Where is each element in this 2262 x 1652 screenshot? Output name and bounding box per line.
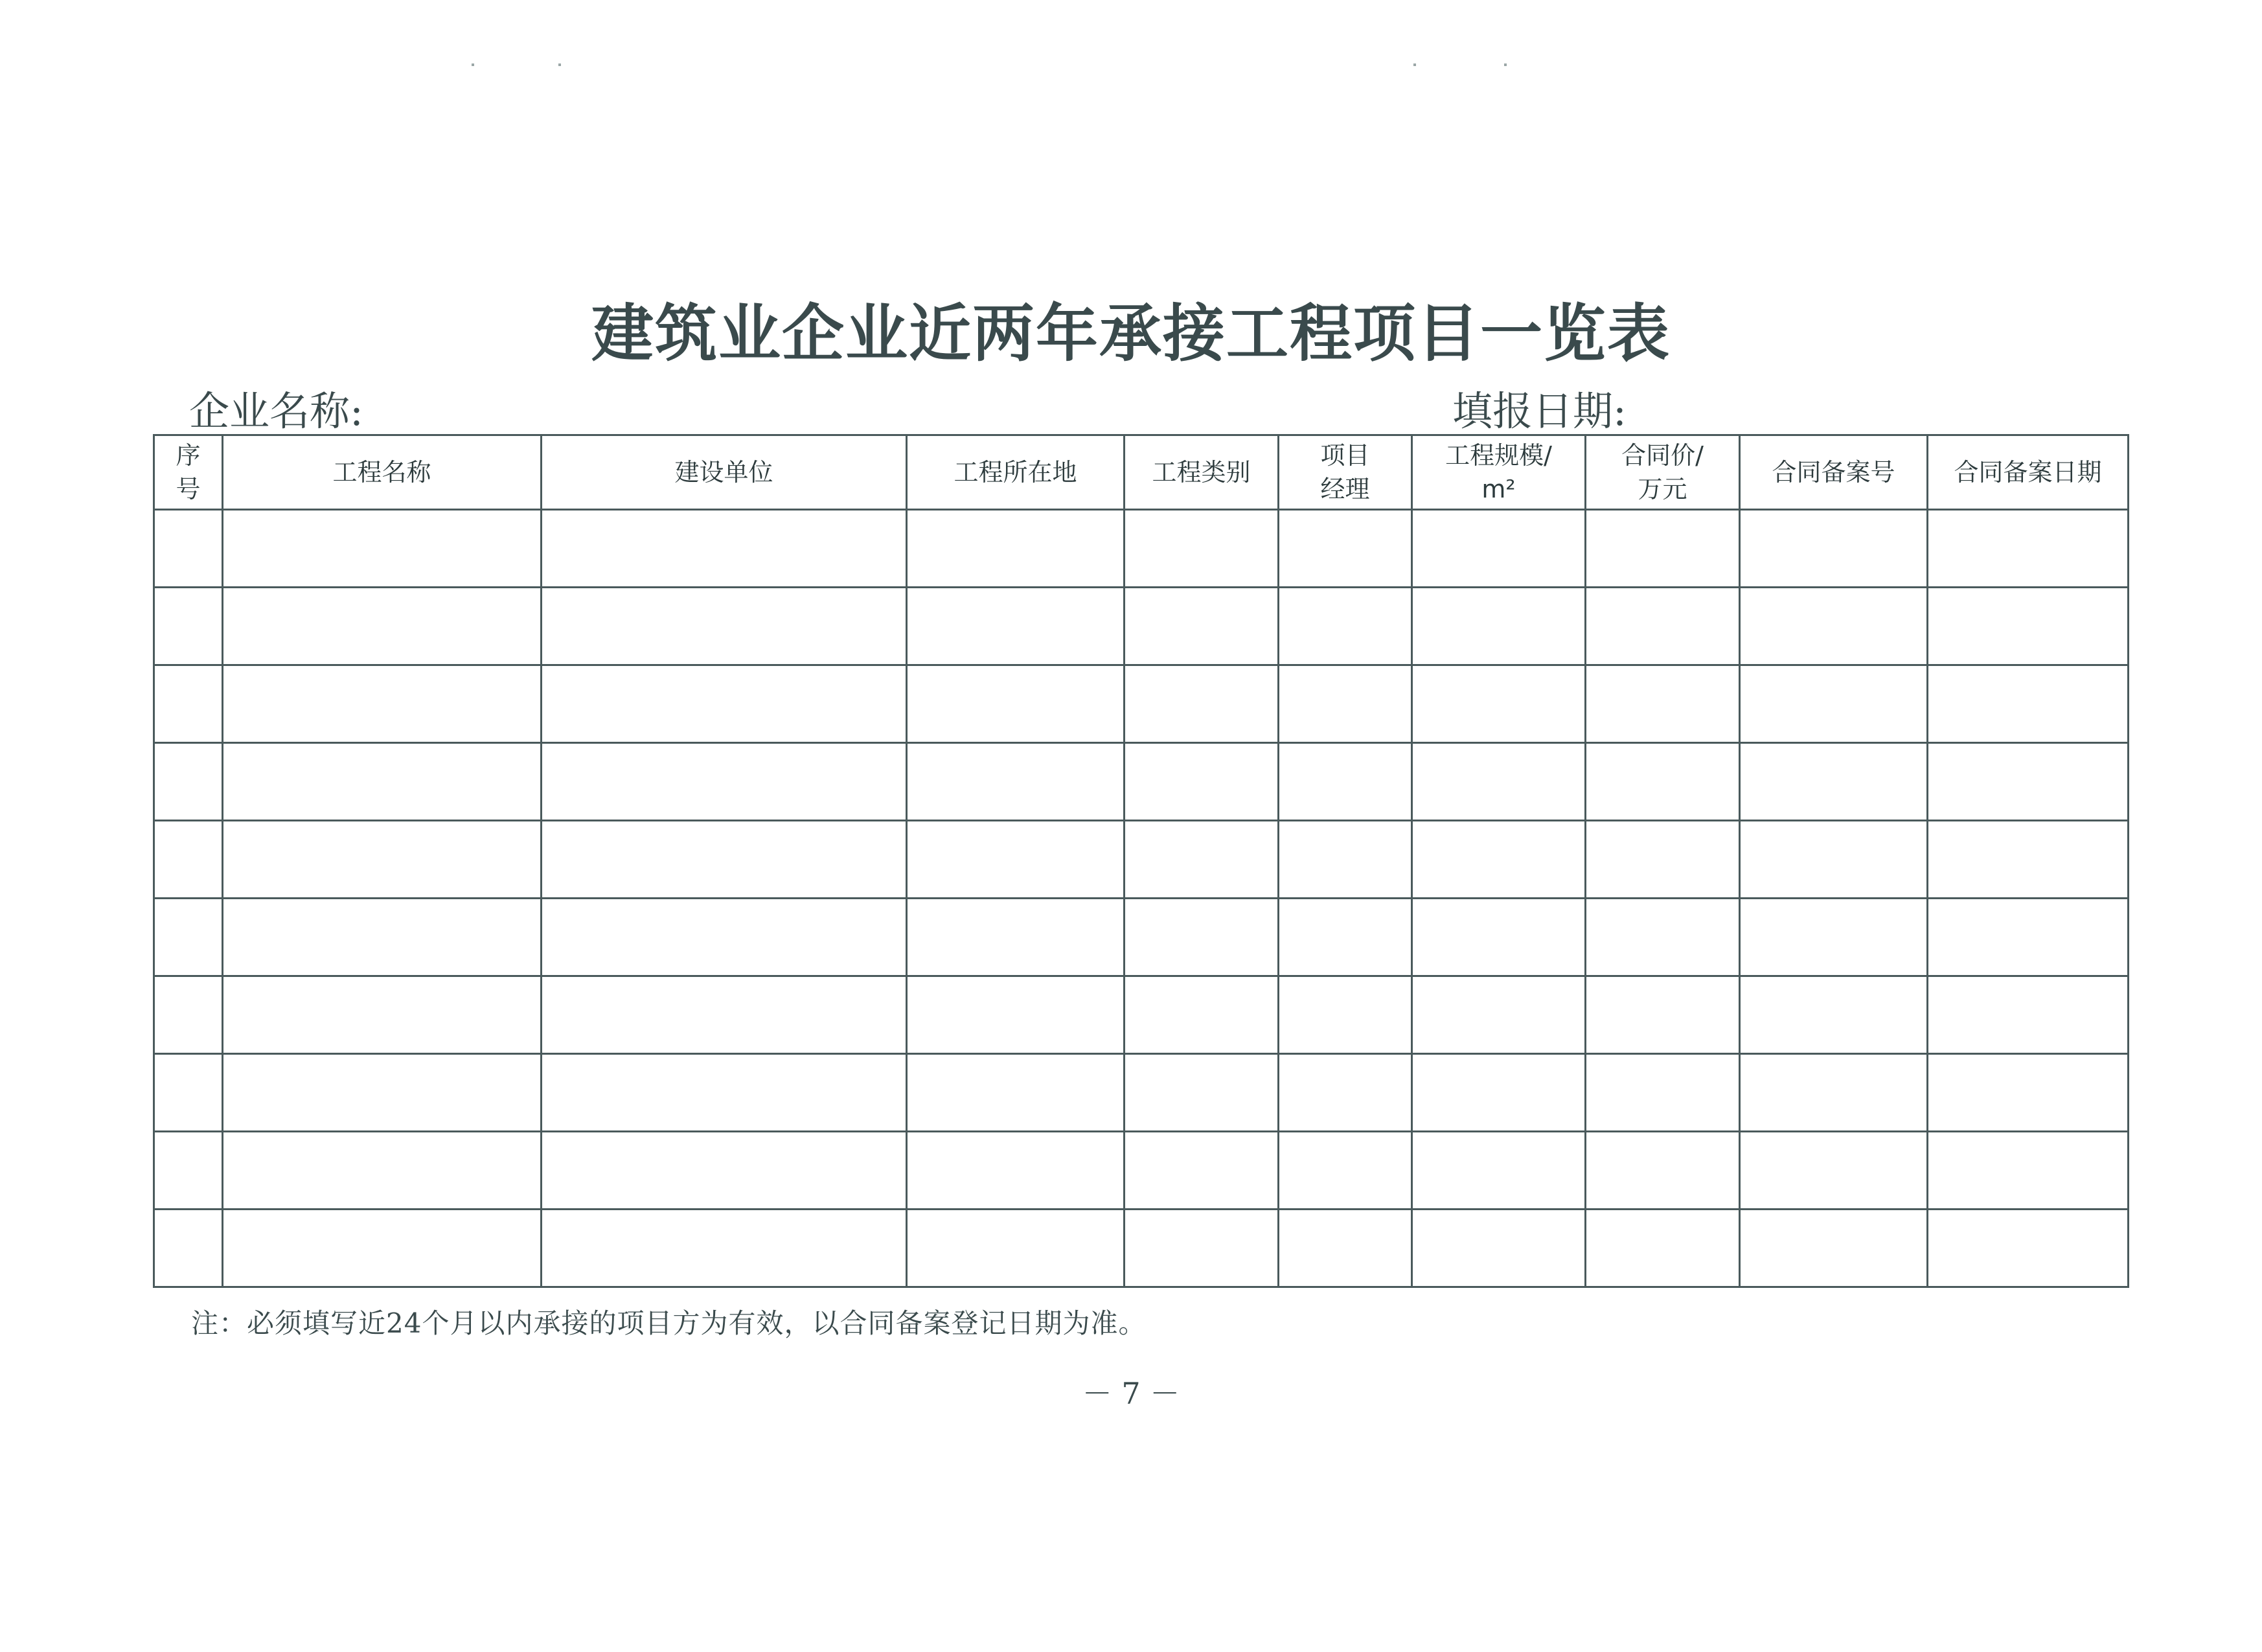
table-cell <box>223 1210 542 1287</box>
table-cell <box>154 1054 223 1132</box>
table-cell <box>907 899 1125 976</box>
scan-speck <box>1413 63 1416 66</box>
table-cell <box>1586 1054 1740 1132</box>
table-cell <box>1125 665 1279 743</box>
table-cell <box>223 588 542 665</box>
table-cell <box>1125 821 1279 899</box>
table-cell <box>1279 1054 1412 1132</box>
table-cell <box>154 1210 223 1287</box>
table-cell <box>154 665 223 743</box>
table-cell <box>1586 665 1740 743</box>
table-row <box>154 588 2129 665</box>
table-cell <box>154 899 223 976</box>
table-cell <box>1279 821 1412 899</box>
table-cell <box>542 821 907 899</box>
table-cell <box>542 510 907 588</box>
table-cell <box>154 510 223 588</box>
scan-speck <box>558 63 561 66</box>
table-row <box>154 1054 2129 1132</box>
table-cell <box>154 976 223 1054</box>
table-cell <box>1740 665 1928 743</box>
table-cell <box>1928 510 2129 588</box>
table-cell <box>907 665 1125 743</box>
table-cell <box>1279 1210 1412 1287</box>
table-cell <box>1279 588 1412 665</box>
table-cell <box>1586 821 1740 899</box>
table-cell <box>907 510 1125 588</box>
table-cell <box>1740 510 1928 588</box>
scan-speck <box>472 63 474 66</box>
table-cell <box>1928 1054 2129 1132</box>
table-cell <box>1740 976 1928 1054</box>
table-cell <box>154 821 223 899</box>
table-cell <box>907 588 1125 665</box>
table-row <box>154 1210 2129 1287</box>
table-cell <box>1928 665 2129 743</box>
table-cell <box>1125 899 1279 976</box>
header-cell-contract-record-date: 合同备案日期 <box>1928 435 2129 510</box>
page-number: － 7 － <box>1082 1376 1180 1411</box>
table-cell <box>1125 1132 1279 1210</box>
table-row <box>154 821 2129 899</box>
header-cell-contract-record-number: 合同备案号 <box>1740 435 1928 510</box>
table-cell <box>907 1132 1125 1210</box>
table-cell <box>907 1210 1125 1287</box>
table-cell <box>1279 665 1412 743</box>
table-cell <box>1412 899 1586 976</box>
table-cell <box>542 899 907 976</box>
table-cell <box>1279 1132 1412 1210</box>
fill-date-label: 填报日期: <box>1452 387 1627 435</box>
table-cell <box>1412 821 1586 899</box>
table-row <box>154 510 2129 588</box>
table-cell <box>154 743 223 821</box>
table-cell <box>1412 588 1586 665</box>
table-cell <box>223 1054 542 1132</box>
table-cell <box>907 743 1125 821</box>
header-cell-project-category: 工程类别 <box>1125 435 1279 510</box>
header-cell-contract-price: 合同价/ 万元 <box>1586 435 1740 510</box>
table-cell <box>542 743 907 821</box>
table-cell <box>1586 588 1740 665</box>
table-cell <box>1412 1210 1586 1287</box>
table-cell <box>907 821 1125 899</box>
table-cell <box>1412 1132 1586 1210</box>
table-cell <box>1740 899 1928 976</box>
table-cell <box>1125 588 1279 665</box>
table-cell <box>1586 743 1740 821</box>
table-cell <box>907 1054 1125 1132</box>
table-row <box>154 743 2129 821</box>
table-cell <box>1586 899 1740 976</box>
table-cell <box>1740 1054 1928 1132</box>
table-cell <box>1412 510 1586 588</box>
table-cell <box>1740 1132 1928 1210</box>
table-cell <box>1412 743 1586 821</box>
table-cell <box>1928 1210 2129 1287</box>
table-cell <box>223 899 542 976</box>
table-cell <box>1279 976 1412 1054</box>
header-cell-project-scale: 工程规模/ m² <box>1412 435 1586 510</box>
table-cell <box>1125 1210 1279 1287</box>
table-cell <box>223 976 542 1054</box>
header-cell-project-name: 工程名称 <box>223 435 542 510</box>
table-cell <box>223 510 542 588</box>
page-title: 建筑业企业近两年承接工程项目一览表 <box>591 297 1671 371</box>
table-cell <box>1125 743 1279 821</box>
table-cell <box>1740 1210 1928 1287</box>
header-cell-project-manager: 项目 经理 <box>1279 435 1412 510</box>
scan-speck <box>1504 63 1507 66</box>
table-cell <box>1928 743 2129 821</box>
table-cell <box>1125 1054 1279 1132</box>
table-cell <box>1586 1132 1740 1210</box>
table-row <box>154 899 2129 976</box>
header-cell-index: 序 号 <box>154 435 223 510</box>
table-row <box>154 976 2129 1054</box>
table-cell <box>1125 976 1279 1054</box>
table-cell <box>542 976 907 1054</box>
table-cell <box>1740 588 1928 665</box>
table-cell <box>1928 821 2129 899</box>
table-cell <box>1586 976 1740 1054</box>
table-header-row <box>154 435 2129 510</box>
table-body <box>154 510 2129 1287</box>
table-cell <box>1586 1210 1740 1287</box>
table-cell <box>1928 1132 2129 1210</box>
table-cell <box>1279 899 1412 976</box>
table-cell <box>1586 510 1740 588</box>
table-cell <box>542 588 907 665</box>
table-cell <box>1928 588 2129 665</box>
table-cell <box>1412 976 1586 1054</box>
table-cell <box>154 588 223 665</box>
project-list-table <box>153 434 2129 1288</box>
table-cell <box>542 1054 907 1132</box>
header-cell-project-location: 工程所在地 <box>907 435 1125 510</box>
table-row <box>154 665 2129 743</box>
table-cell <box>907 976 1125 1054</box>
table-cell <box>542 665 907 743</box>
company-name-label: 企业名称: <box>189 387 363 435</box>
footnote: 注：必须填写近24个月以内承接的项目方为有效，以合同备案登记日期为准。 <box>191 1307 1147 1339</box>
table-cell <box>223 743 542 821</box>
table-cell <box>1740 821 1928 899</box>
table-cell <box>223 665 542 743</box>
table-cell <box>1279 510 1412 588</box>
header-cell-construction-unit: 建设单位 <box>542 435 907 510</box>
table-cell <box>542 1210 907 1287</box>
table-cell <box>154 1132 223 1210</box>
table-cell <box>1412 1054 1586 1132</box>
table-cell <box>223 821 542 899</box>
table-cell <box>542 1132 907 1210</box>
table-cell <box>1279 743 1412 821</box>
table-row <box>154 1132 2129 1210</box>
table-cell <box>1412 665 1586 743</box>
table-cell <box>1740 743 1928 821</box>
table-cell <box>1928 976 2129 1054</box>
table-cell <box>1928 899 2129 976</box>
table-cell <box>223 1132 542 1210</box>
table-cell <box>1125 510 1279 588</box>
